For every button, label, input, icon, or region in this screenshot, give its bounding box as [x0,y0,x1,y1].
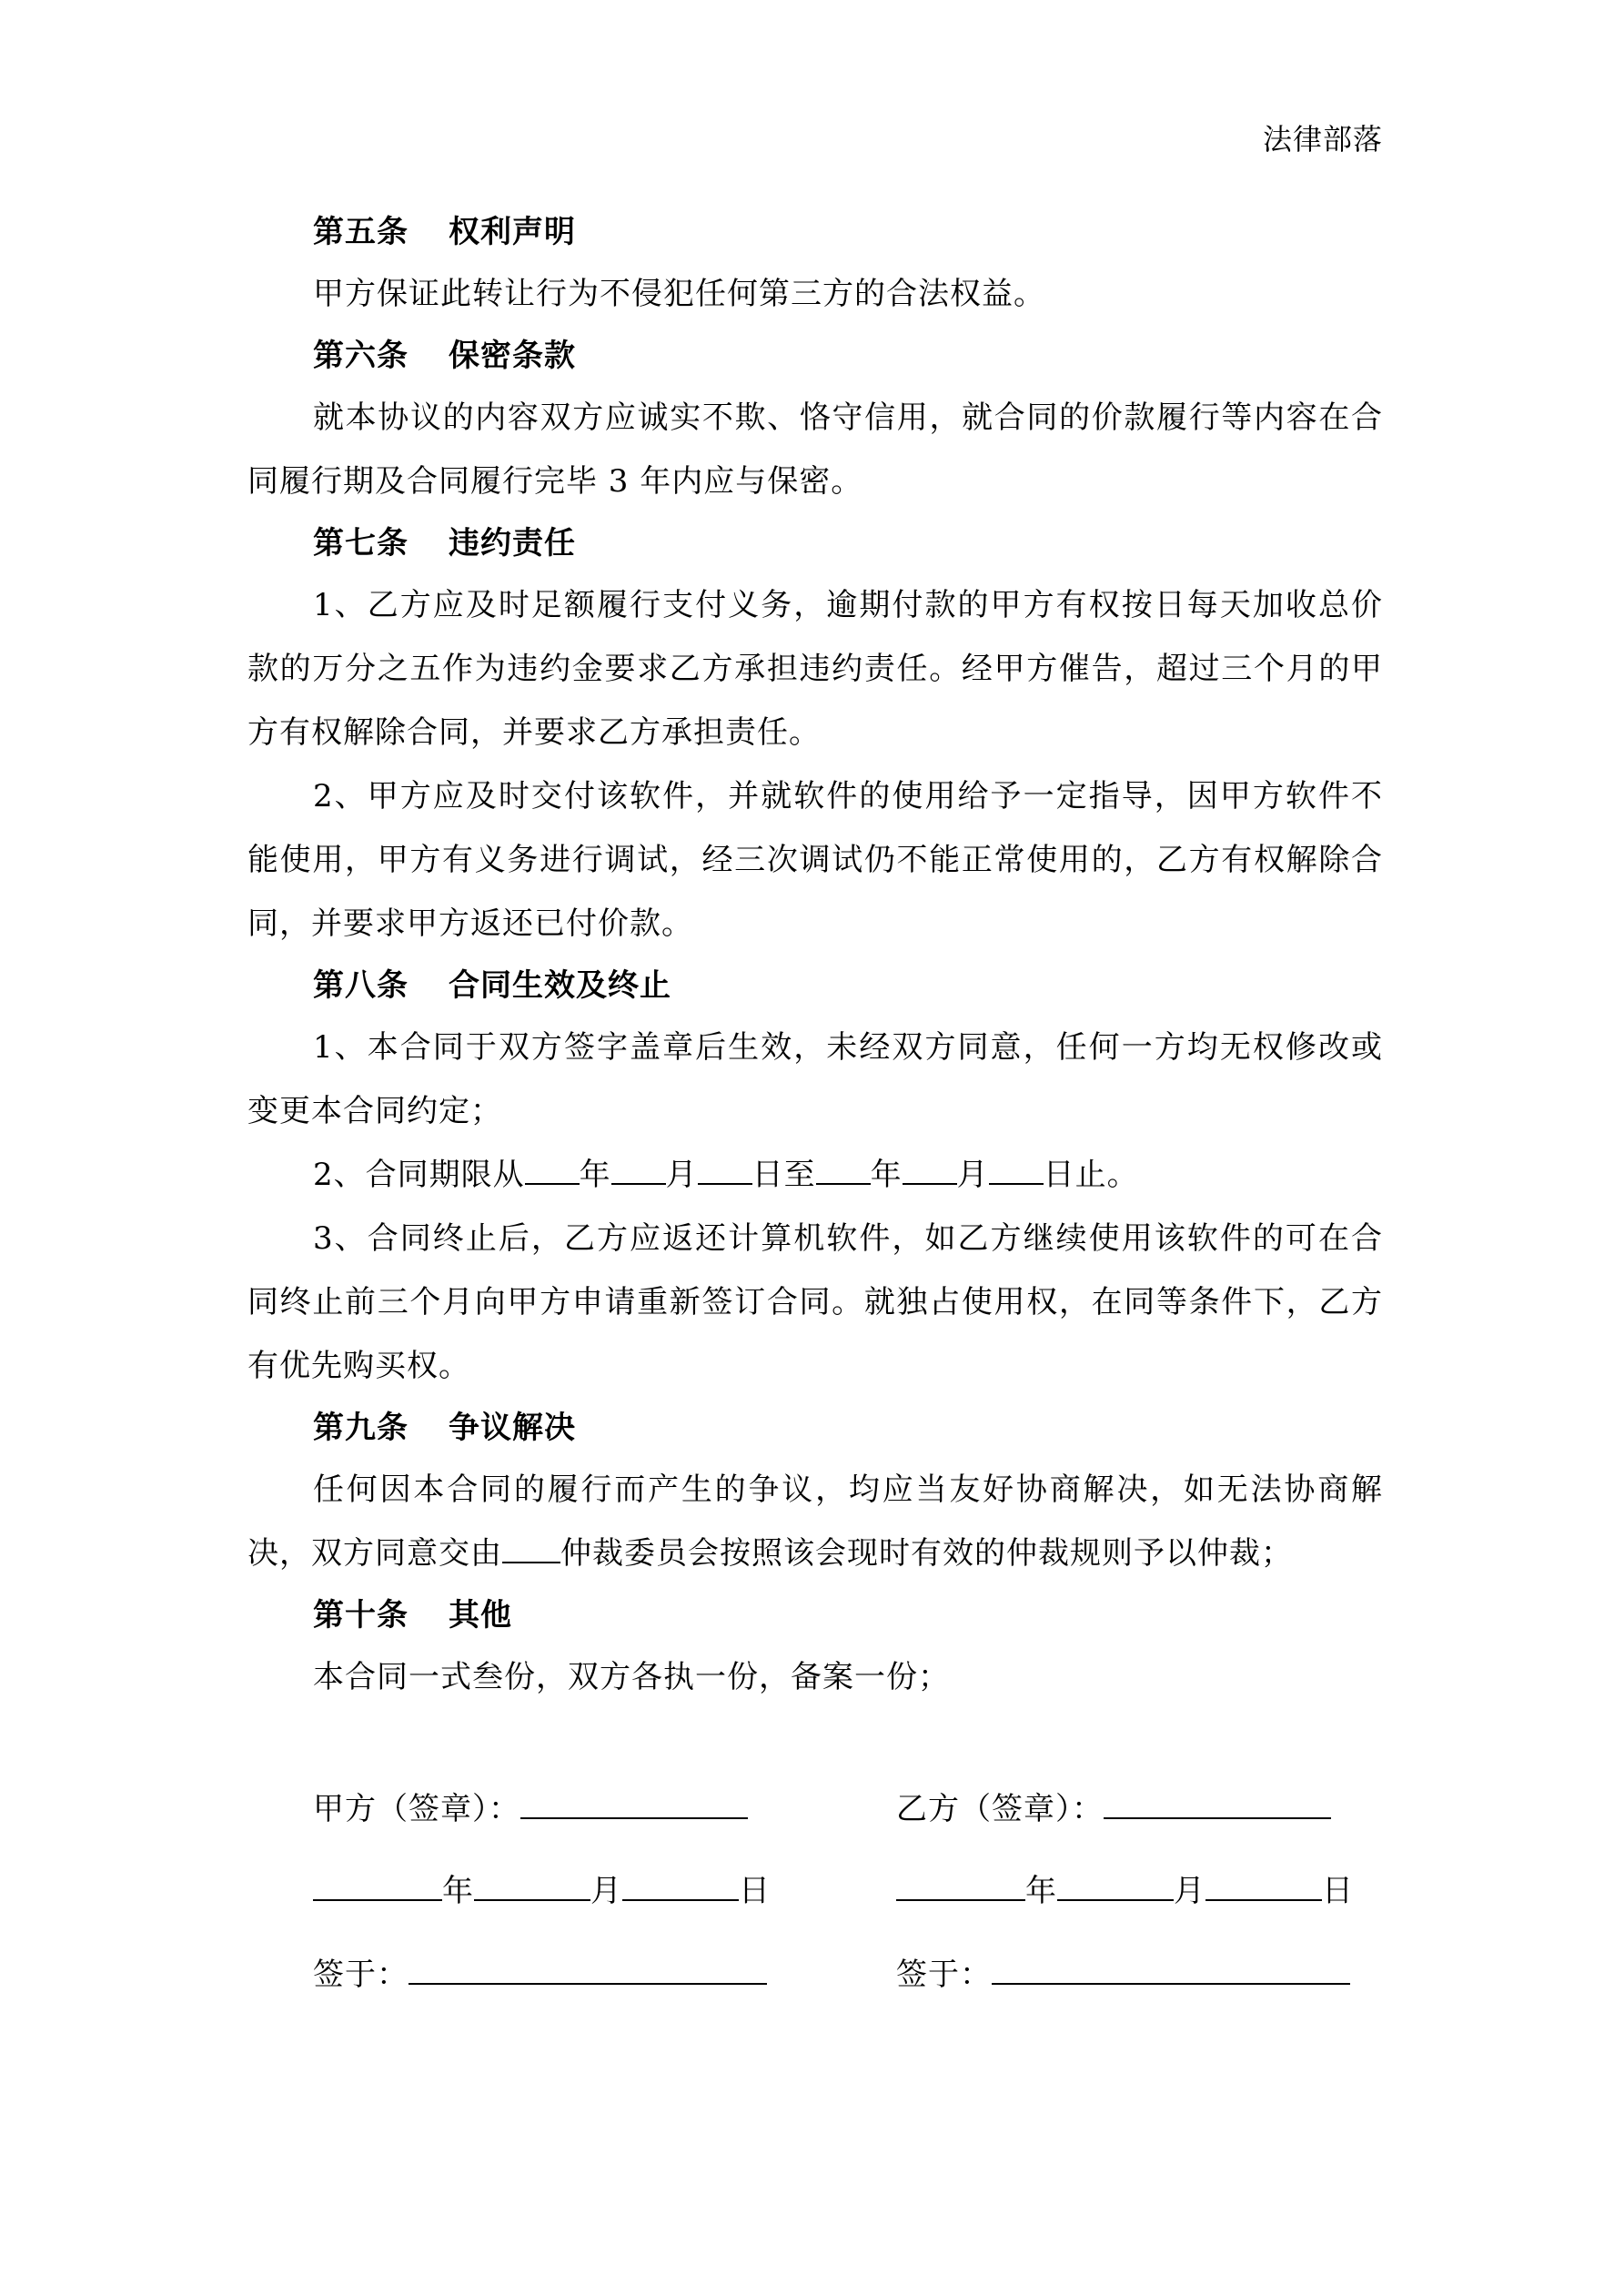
blank-month-end[interactable] [903,1156,957,1185]
article-6-paragraph: 就本协议的内容双方应诚实不欺、恪守信用，就合同的价款履行等内容在合同履行期及合同履行完毕 3 年内应与保密。 [247,400,1383,500]
party-a-year-blank[interactable] [313,1872,442,1901]
party-a-date-row: 年 月 日 [313,1866,771,1910]
party-a-signed-at-row [313,1949,767,1994]
article-title: 保密条款 [449,338,576,374]
article-number: 第六条 [313,338,409,374]
article-title: 权利声明 [449,214,576,250]
party-a-seal-line[interactable] [520,1790,748,1819]
article-8-paragraph-3: 3、合同终止后，乙方应返还计算机软件，如乙方继续使用该软件的可在合同终止前三个月向甲方申请重新签订合同。就独占使用权，在同等条件下，乙方有优先购买权。 [247,1220,1383,1384]
party-b-signed-at-line[interactable] [992,1956,1350,1985]
blank-month-start[interactable] [611,1156,666,1185]
contract-body [247,202,1383,1709]
article-8-paragraph-2: 2、合同期限从 年 月 日至 年 月 日止。 [313,1157,1139,1193]
party-b-signed-at-label: 签于： [896,1957,992,1993]
party-b-date-row: 年 月 日 [896,1866,1354,1910]
blank-day-start[interactable] [698,1156,752,1185]
article-number: 第十条 [313,1597,409,1633]
blank-arbitration-commission[interactable] [502,1534,560,1563]
party-b-seal-row [896,1784,1331,1828]
article-number: 第七条 [313,525,409,561]
article-title: 违约责任 [449,525,576,561]
party-a-signed-at-label: 签于： [313,1957,409,1993]
header-brand: 法律部落 [1262,122,1383,157]
party-b-signed-at-row [896,1949,1350,1994]
party-a-month-blank[interactable] [474,1872,590,1901]
article-7-paragraph-2: 2、甲方应及时交付该软件，并就软件的使用给予一定指导，因甲方软件不能使用，甲方有义务进行调试，经三次调试仍不能正常使用的，乙方有权解除合同，并要求甲方返还已付价款。 [247,778,1383,942]
article-title: 争议解决 [449,1410,576,1446]
article-6-heading [247,326,1383,386]
article-title: 其他 [449,1597,512,1633]
article-9-paragraph: 任何因本合同的履行而产生的争议，均应当友好协商解决，如无法协商解决，双方同意交由 仲裁委员会按照该会现时有效的仲裁规则予以仲裁； [247,1472,1383,1572]
article-7-paragraph-1: 1、乙方应及时足额履行支付义务，逾期付款的甲方有权按日每天加收总价款的万分之五作为违约金要求乙方承担违约责任。经甲方催告，超过三个月的甲方有权解除合同，并要求乙方承担责任。 [247,587,1383,751]
article-5-heading [247,202,1383,262]
party-b-seal-line[interactable] [1104,1790,1331,1819]
blank-year-end[interactable] [816,1156,871,1185]
article-10-paragraph: 本合同一式叁份，双方各执一份，备案一份； [313,1659,950,1695]
article-number: 第九条 [313,1410,409,1446]
article-5-paragraph: 甲方保证此转让行为不侵犯任何第三方的合法权益。 [313,276,1045,312]
article-title: 合同生效及终止 [449,967,671,1004]
blank-year-start[interactable] [525,1156,580,1185]
party-b-seal-label: 乙方（签章）： [896,1791,1104,1827]
party-b-year-blank[interactable] [896,1872,1025,1901]
party-a-seal-row [313,1784,748,1828]
article-10-heading [247,1585,1383,1645]
article-7-heading [247,513,1383,573]
party-a-signed-at-line[interactable] [409,1956,767,1985]
article-9-heading [247,1398,1383,1458]
party-a-seal-label: 甲方（签章）： [313,1791,520,1827]
party-a-day-blank[interactable] [622,1872,739,1901]
article-8-heading [247,956,1383,1016]
party-b-day-blank[interactable] [1205,1872,1322,1901]
article-8-paragraph-1: 1、本合同于双方签字盖章后生效，未经双方同意，任何一方均无权修改或变更本合同约定； [247,1029,1383,1129]
article-number: 第八条 [313,967,409,1004]
article-number: 第五条 [313,214,409,250]
blank-day-end[interactable] [989,1156,1044,1185]
party-b-month-blank[interactable] [1057,1872,1174,1901]
